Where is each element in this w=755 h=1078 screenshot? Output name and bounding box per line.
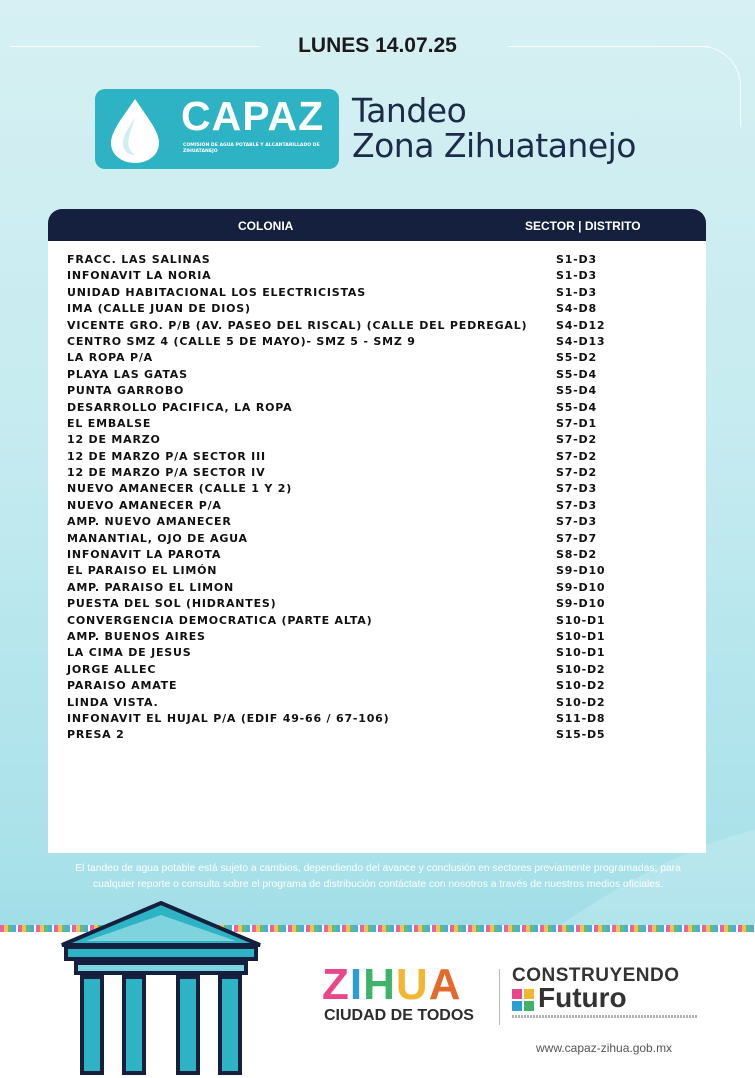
table-row	[48, 646, 706, 662]
colonia-cell: INFONAVIT EL HUJAL P/A (EDIF 49-66 / 67-106)	[67, 711, 390, 725]
sector-cell: S7-D1	[556, 416, 597, 430]
sector-cell: S1-D3	[556, 269, 597, 283]
table-row	[48, 614, 706, 630]
table-row	[48, 351, 706, 367]
table-row	[48, 466, 706, 482]
colonia-cell: AMP. BUENOS AIRES	[67, 629, 206, 643]
table-row	[48, 319, 706, 335]
table-row	[48, 368, 706, 384]
table-row	[48, 564, 706, 580]
government-strip	[512, 1015, 698, 1018]
colonia-cell: 12 DE MARZO	[67, 433, 161, 447]
colonia-cell: INFONAVIT LA NORIA	[67, 269, 212, 283]
table-row	[48, 630, 706, 646]
website-url: www.capaz-zihua.gob.mx	[536, 1041, 673, 1055]
colonia-cell: EL EMBALSE	[67, 416, 152, 430]
colonia-cell: LA CIMA DE JESUS	[67, 646, 192, 660]
construyendo-label: CONSTRUYENDO	[512, 965, 680, 986]
sector-cell: S9-D10	[556, 597, 606, 611]
sector-cell: S15-D5	[556, 728, 606, 742]
table-row	[48, 384, 706, 400]
sector-cell: S7-D2	[556, 449, 597, 463]
header-sector: SECTOR | DISTRITO	[525, 219, 641, 233]
table-row	[48, 286, 706, 302]
sector-cell: S5-D4	[556, 400, 597, 414]
table-row	[48, 663, 706, 679]
table-row	[48, 269, 706, 285]
colonia-cell: LA ROPA P/A	[67, 351, 153, 365]
sector-cell: S4-D13	[556, 334, 606, 348]
table-body	[48, 253, 706, 745]
capaz-logo	[95, 89, 339, 169]
table-row	[48, 515, 706, 531]
sector-cell: S4-D8	[556, 302, 597, 316]
sector-cell: S5-D4	[556, 384, 597, 398]
table-header	[48, 209, 706, 241]
table-row	[48, 679, 706, 695]
table-row	[48, 417, 706, 433]
colonia-cell: EL PARAISO EL LIMÓN	[67, 564, 218, 578]
logo-word: CAPAZ	[181, 93, 325, 139]
sector-cell: S9-D10	[556, 564, 606, 578]
table-row	[48, 696, 706, 712]
sector-cell: S11-D8	[556, 711, 606, 725]
table-row	[48, 433, 706, 449]
sector-cell: S7-D3	[556, 515, 597, 529]
table-row	[48, 597, 706, 613]
colonia-cell: PUESTA DEL SOL (HIDRANTES)	[67, 597, 277, 611]
heading-tandeo: Tandeo	[352, 91, 467, 130]
colonia-cell: DESARROLLO PACIFICA, LA ROPA	[67, 400, 293, 414]
colonia-cell: PUNTA GARROBO	[67, 384, 185, 398]
colonia-cell: FRACC. LAS SALINAS	[67, 253, 211, 266]
colonia-cell: AMP. PARAISO EL LIMON	[67, 580, 235, 594]
sector-cell: S10-D1	[556, 629, 606, 643]
table-row	[48, 401, 706, 417]
colonia-cell: AMP. NUEVO AMANECER	[67, 515, 232, 529]
colonia-cell: PLAYA LAS GATAS	[67, 367, 188, 381]
colonia-cell: 12 DE MARZO P/A SECTOR III	[67, 449, 266, 463]
sector-cell: S7-D3	[556, 482, 597, 496]
table-row	[48, 499, 706, 515]
table-row	[48, 532, 706, 548]
sector-cell: S1-D3	[556, 253, 597, 266]
zihua-subtitle: CIUDAD DE TODOS	[324, 1007, 474, 1024]
building-icon	[52, 901, 270, 1078]
sector-cell: S9-D10	[556, 580, 606, 594]
date-label: LUNES 14.07.25	[298, 34, 457, 57]
sector-cell: S5-D2	[556, 351, 597, 365]
colonia-cell: CONVERGENCIA DEMOCRATICA (PARTE ALTA)	[67, 613, 373, 627]
sector-cell: S7-D7	[556, 531, 597, 545]
table-row	[48, 712, 706, 728]
colonia-cell: NUEVO AMANECER (CALLE 1 Y 2)	[67, 482, 293, 496]
table-row	[48, 482, 706, 498]
table-row	[48, 581, 706, 597]
table-row	[48, 548, 706, 564]
colonia-cell: 12 DE MARZO P/A SECTOR IV	[67, 466, 266, 480]
futuro-label: Futuro	[538, 982, 627, 1013]
colonia-cell: INFONAVIT LA PAROTA	[67, 548, 222, 562]
header-colonia: COLONIA	[238, 219, 294, 233]
logo-subtitle: COMISIÓN DE AGUA POTABLE Y ALCANTARILLADO DE ZIHUATANEJO	[183, 143, 320, 154]
colonia-cell: JORGE ALLEC	[67, 662, 157, 676]
sector-cell: S10-D2	[556, 695, 606, 709]
heading-zona: Zona Zihuatanejo	[352, 126, 636, 165]
footer	[0, 925, 755, 1078]
colonia-cell: PRESA 2	[67, 728, 125, 742]
sector-cell: S7-D2	[556, 466, 597, 480]
sector-cell: S10-D1	[556, 613, 606, 627]
color-squares-icon	[512, 989, 534, 1011]
table-row	[48, 728, 706, 744]
table-row	[48, 253, 706, 269]
zihua-logo-word: ZIHUA	[322, 960, 462, 1009]
footer-divider	[499, 969, 500, 1025]
colonia-cell: VICENTE GRO. P/B (AV. PASEO DEL RISCAL) (CALLE DEL PEDREGAL)	[67, 318, 528, 332]
table-row	[48, 450, 706, 466]
sector-cell: S1-D3	[556, 285, 597, 299]
table-row	[48, 302, 706, 318]
colonia-cell: PARAISO AMATE	[67, 679, 178, 693]
colonia-cell: MANANTIAL, OJO DE AGUA	[67, 531, 248, 545]
colonia-cell: UNIDAD HABITACIONAL LOS ELECTRICISTAS	[67, 285, 366, 299]
sector-cell: S10-D2	[556, 679, 606, 693]
sector-cell: S4-D12	[556, 318, 606, 332]
colonia-cell: IMA (CALLE JUAN DE DIOS)	[67, 302, 251, 316]
sector-cell: S7-D3	[556, 498, 597, 512]
sector-cell: S7-D2	[556, 433, 597, 447]
sector-cell: S8-D2	[556, 548, 597, 562]
sector-cell: S5-D4	[556, 367, 597, 381]
sector-cell: S10-D1	[556, 646, 606, 660]
table-row	[48, 335, 706, 351]
colonia-cell: NUEVO AMANECER P/A	[67, 498, 222, 512]
schedule-table	[48, 209, 706, 853]
colonia-cell: LINDA VISTA.	[67, 695, 159, 709]
sector-cell: S10-D2	[556, 662, 606, 676]
water-drop-icon	[105, 97, 165, 165]
colonia-cell: CENTRO SMZ 4 (CALLE 5 DE MAYO)- SMZ 5 - SMZ 9	[67, 334, 416, 348]
notice-text: El tandeo de agua potable está sujeto a cambios, dependiendo del avance y conclusión en sectores previamente programadas; para cualquier reporte o consulta sobre el programa de distribución contáctate con nosotros a través de nuestros medios oficiales.	[75, 863, 681, 890]
